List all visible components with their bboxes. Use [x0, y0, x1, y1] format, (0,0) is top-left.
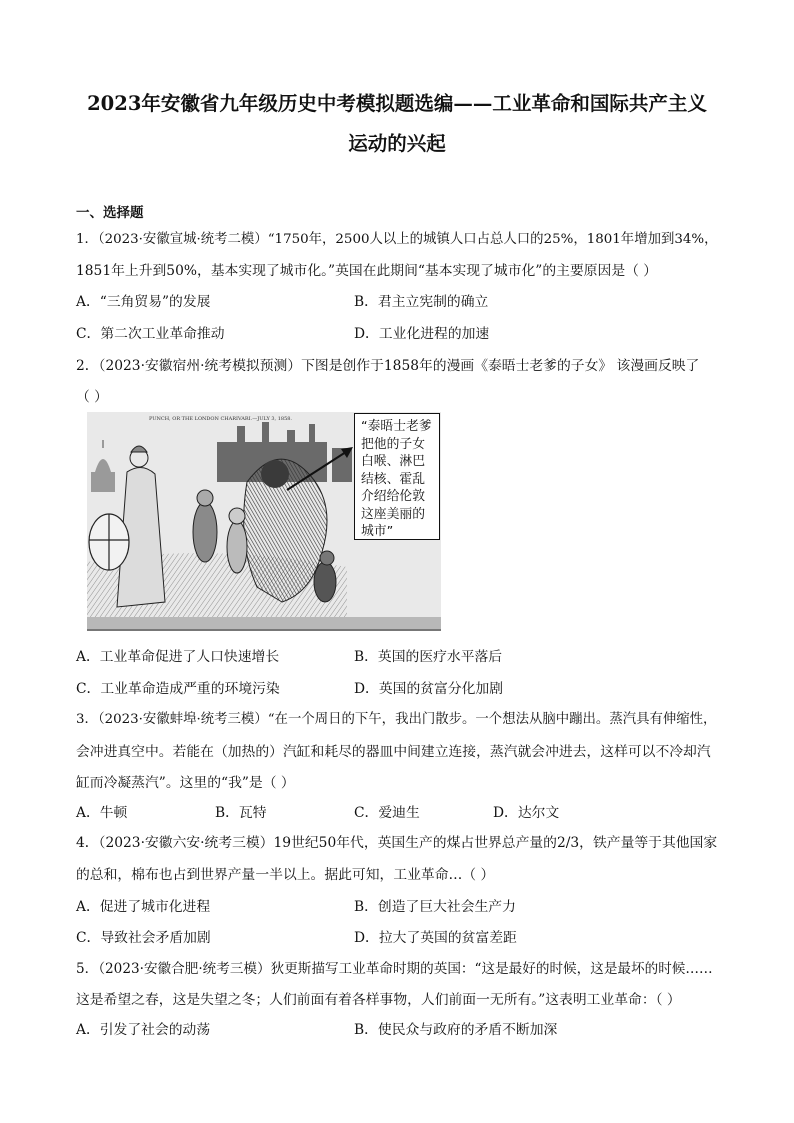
- cartoon-masthead: PUNCH, OR THE LONDON CHARIVARI.—JULY 3, 1858.: [149, 416, 293, 422]
- page-title: [60, 84, 734, 164]
- q1-option-a[interactable]: A．“三角贸易”的发展: [76, 294, 211, 310]
- q5-stem-line-2: 这是希望之春，这是失望之冬；人们前面有着各样事物，人们前面一无所有。”这表明工业革命：（ ）: [76, 992, 681, 1008]
- q2-option-a[interactable]: A．工业革命促进了人口快速增长: [76, 649, 280, 665]
- title-line-1: 2023年安徽省九年级历史中考模拟题选编——工业革命和国际共产主义: [87, 92, 707, 115]
- q1-option-d[interactable]: D．工业化进程的加速: [354, 326, 490, 342]
- q4-stem-line-1: 4．（2023·安徽六安·统考三模）19世纪50年代，英国生产的煤占世界总产量的2/3，铁产量等于其他国家: [76, 835, 718, 851]
- q5-stem-line-1: 5．（2023·安徽合肥·统考三模）狄更斯描写工业革命时期的英国：“这是最好的时候，这是最坏的时候……: [76, 961, 713, 977]
- q1-stem-line-2: 1851年上升到50%，基本实现了城市化。”英国在此期间“基本实现了城市化”的主要原因是（ ）: [76, 263, 658, 279]
- q3-option-b[interactable]: B．瓦特: [215, 805, 267, 821]
- cartoon-callout: “泰晤士老爹把他的子女白喉、淋巴结核、霍乱介绍给伦敦这座美丽的城市”: [354, 413, 440, 540]
- q3-option-d[interactable]: D．达尔文: [493, 805, 560, 821]
- title-line-2: 运动的兴起: [348, 132, 446, 155]
- q2-option-d[interactable]: D．英国的贫富分化加剧: [354, 681, 504, 697]
- q1-option-c[interactable]: C．第二次工业革命推动: [76, 326, 225, 342]
- q4-option-d[interactable]: D．拉大了英国的贫富差距: [354, 930, 517, 946]
- q3-stem-line-3: 缸而冷凝蒸汽”。这里的“我”是（ ）: [76, 775, 295, 791]
- q3-stem-line-1: 3．（2023·安徽蚌埠·统考三模）“在一个周日的下午，我出门散步。一个想法从脑中蹦出。蒸汽具有伸缩性，: [76, 712, 717, 727]
- thames-head: [261, 460, 289, 488]
- q2-option-c[interactable]: C．工业革命造成严重的环境污染: [76, 681, 280, 697]
- q5-option-b[interactable]: B．使民众与政府的矛盾不断加深: [354, 1022, 558, 1038]
- q4-option-c[interactable]: C．导致社会矛盾加剧: [76, 930, 211, 946]
- q4-option-a[interactable]: A．促进了城市化进程: [76, 899, 211, 915]
- q1-stem-line-1: 1．（2023·安徽宣城·统考二模）“1750年，2500人以上的城镇人口占总人口的25%，1801年增加到34%，: [76, 232, 718, 247]
- britannia-shield: [89, 514, 129, 570]
- q2-stem-line-2: （ ）: [76, 389, 108, 405]
- q5-option-a[interactable]: A．引发了社会的动荡: [76, 1022, 211, 1038]
- q1-option-b[interactable]: B．君主立宪制的确立: [354, 294, 489, 310]
- q3-option-a[interactable]: A．牛顿: [76, 805, 128, 821]
- q4-option-b[interactable]: B．创造了巨大社会生产力: [354, 899, 516, 915]
- q4-stem-line-2: 的总和，棉布也占到世界产量一半以上。据此可知，工业革命…（ ）: [76, 867, 495, 883]
- ground: [87, 617, 441, 630]
- q2-stem-line-1: 2．（2023·安徽宿州·统考模拟预测）下图是创作于1858年的漫画《泰晤士老爹的子女》 该漫画反映了: [76, 358, 700, 374]
- q3-stem-line-2: 会冲进真空中。若能在（加热的）汽缸和耗尽的器皿中间建立连接，蒸汽就会冲进去，这样可以不冷却汽: [76, 744, 711, 760]
- section-heading: 一、选择题: [76, 205, 144, 221]
- q3-option-c[interactable]: C．爱迪生: [354, 805, 420, 821]
- q2-option-b[interactable]: B．英国的医疗水平落后: [354, 649, 503, 665]
